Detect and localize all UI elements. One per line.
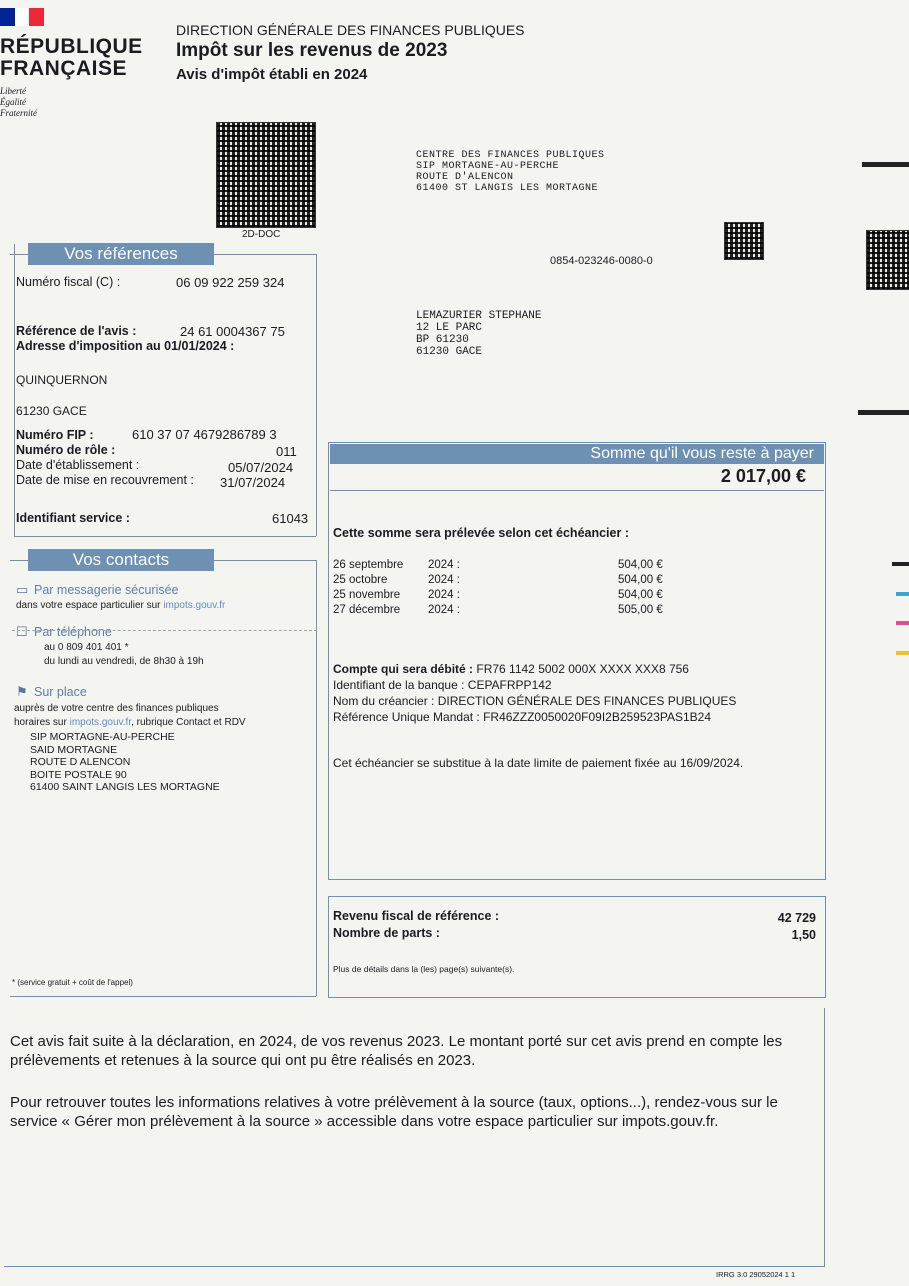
contacts-right-rule	[316, 560, 318, 996]
surplace-line-2	[14, 716, 246, 729]
creancier: Nom du créancier : DIRECTION GÉNÉRALE DES FINANCES PUBLIQUES	[333, 694, 737, 708]
recipient-line: BP 61230	[416, 334, 469, 346]
recipient-line: 61230 GACE	[416, 346, 483, 358]
fip-label	[16, 428, 94, 442]
schedule-year: 2024 :	[428, 589, 460, 601]
office-line: SIP MORTAGNE-AU-PERCHE	[30, 731, 175, 743]
rfr-label: Revenu fiscal de référence :	[333, 909, 500, 923]
fold-crease	[12, 630, 317, 631]
fip-value: 610 37 07 4679286789 3	[132, 427, 277, 442]
parts-value: 1,50	[791, 928, 816, 942]
info-paragraph-2: Pour retrouver toutes les informations relatives à votre prélèvement à la source (taux, options...), rendez-vous sur le service « Gérer mon prélèvement à la source » accessible dans votre espace particulier sur impots.gouv.fr.	[10, 1094, 778, 1130]
surplace-heading	[16, 684, 87, 700]
centre-line: CENTRE DES FINANCES PUBLIQUES	[416, 150, 605, 161]
schedule-amount-2: 504,00 €	[618, 574, 663, 586]
references-title: Vos références	[28, 243, 214, 265]
contacts-title: Vos contacts	[28, 549, 214, 571]
etablissement-label: Date d'établissement :	[16, 458, 140, 472]
telephone-hours: du lundi au vendredi, de 8h30 à 19h	[44, 656, 204, 667]
label-text: Adresse d'imposition au 01/01/2024 :	[16, 339, 235, 353]
surplace-line-1: auprès de votre centre des finances publiques	[14, 703, 219, 714]
schedule-row-4	[333, 604, 460, 617]
centre-line: SIP MORTAGNE-AU-PERCHE	[416, 161, 560, 172]
schedule-row-1	[333, 559, 460, 572]
surplace-title: Sur place	[34, 685, 87, 699]
schedule-date: 26 septembre	[333, 559, 404, 571]
office-line: ROUTE D ALENCON	[30, 756, 131, 768]
phone-icon: ☐	[16, 624, 28, 639]
role-value: 011	[276, 444, 297, 459]
motto-fraternite: Fraternité	[0, 108, 37, 118]
motto-liberte: Liberté	[0, 86, 26, 96]
office-line: BOITE POSTALE 90	[30, 768, 127, 781]
recouvrement-label: Date de mise en recouvrement :	[16, 473, 194, 487]
registration-mark-top	[862, 162, 909, 167]
numero-fiscal-value: 06 09 922 259 324	[176, 275, 285, 290]
schedule-amount-3: 504,00 €	[618, 589, 663, 601]
compte-value: FR76 1142 5002 000X XXXX XXX8 756	[476, 662, 689, 676]
color-mark-black	[892, 562, 909, 566]
office-line: 61400 SAINT LANGIS LES MORTAGNE	[30, 781, 220, 793]
schedule-row-3	[333, 589, 460, 602]
role-label	[16, 443, 115, 457]
schedule-note: Cet échéancier se substitue à la date limite de paiement fixée au 16/09/2024.	[333, 756, 744, 770]
banque-id: Identifiant de la banque : CEPAFRPP142	[333, 678, 552, 692]
schedule-year: 2024 :	[428, 559, 460, 571]
schedule-amount-4: 505,00 €	[618, 604, 663, 616]
parts-label: Nombre de parts :	[333, 926, 440, 940]
adresse-line-2: 61230 GACE	[16, 404, 87, 418]
surplace-text: , rubrique Contact et RDV	[131, 717, 246, 728]
compte-debite	[333, 662, 689, 676]
adresse-label	[16, 339, 234, 353]
rfr-value: 42 729	[777, 911, 816, 925]
references-bottom-rule	[14, 536, 316, 537]
computer-icon: ▭	[16, 582, 29, 597]
document-title: Impôt sur les revenus de 2023	[176, 40, 448, 61]
document-subtitle: Avis d'impôt établi en 2024	[176, 66, 368, 83]
document-reference: 0854-023246-0080-0	[550, 255, 653, 267]
datamatrix-code	[724, 222, 764, 260]
2d-doc-barcode	[216, 122, 316, 228]
rum: Référence Unique Mandat : FR46ZZZ0050020F09I2B259523PAS1B24	[333, 710, 712, 724]
tax-centre-address	[416, 150, 605, 194]
motto-egalite: Égalité	[0, 97, 26, 107]
telephone-heading	[16, 624, 112, 640]
2d-doc-label: 2D-DOC	[242, 229, 281, 240]
info-paragraph-1: Cet avis fait suite à la déclaration, en 2024, de vos revenus 2023. Le montant porté sur cet avis prend en compte les prélèvements et retenues à la source qui ont pu être réalisés en 2023.	[10, 1033, 783, 1069]
schedule-date: 27 décembre	[333, 604, 401, 616]
recipient-line: 12 LE PARC	[416, 322, 483, 334]
references-right-rule	[316, 254, 318, 536]
schedule-year: 2024 :	[428, 574, 460, 586]
messagerie-title: Par messagerie sécurisée	[34, 583, 179, 597]
recipient-name: LEMAZURIER STEPHANE	[416, 310, 542, 322]
payment-box	[328, 442, 826, 880]
schedule-intro: Cette somme sera prélevée selon cet échéancier :	[333, 526, 629, 540]
republic-name	[0, 36, 143, 80]
payment-amount: 2 017,00 €	[720, 466, 806, 486]
payment-header: Somme qu'il vous reste à payer	[330, 444, 824, 464]
schedule-amount-1: 504,00 €	[618, 559, 663, 571]
french-flag	[0, 8, 44, 26]
republic-line-2: FRANÇAISE	[0, 57, 128, 80]
adresse-line-1: QUINQUERNON	[16, 373, 108, 387]
republic-line-1: RÉPUBLIQUE	[0, 35, 143, 58]
color-mark-yellow	[896, 651, 909, 655]
compte-label: Compte qui sera débité :	[333, 662, 474, 676]
label-text: Identifiant service :	[16, 511, 130, 525]
messagerie-text	[16, 599, 225, 612]
recouvrement-value: 31/07/2024	[220, 475, 286, 490]
contacts-bottom-rule	[10, 996, 316, 997]
registration-mark-mid	[858, 410, 909, 415]
edge-datamatrix-code	[866, 230, 909, 290]
numero-fiscal-label	[16, 275, 120, 289]
label-text: Numéro de rôle :	[16, 443, 116, 457]
impots-link[interactable]: impots.gouv.fr	[163, 600, 226, 611]
ref-avis-value: 24 61 0004367 75	[180, 324, 285, 339]
dgfip-heading: DIRECTION GÉNÉRALE DES FINANCES PUBLIQUES	[176, 22, 525, 38]
centre-line: ROUTE D'ALENCON	[416, 172, 514, 183]
amount-rule	[330, 490, 824, 491]
footer-code: IRRG 3.0 29052024 1 1	[716, 1270, 796, 1279]
surplace-text: horaires sur	[14, 717, 67, 728]
schedule-year: 2024 :	[428, 604, 460, 616]
building-icon: ⚑	[16, 684, 28, 699]
color-mark-magenta	[896, 621, 909, 625]
service-label	[16, 511, 130, 525]
telephone-number: au 0 809 401 401 *	[44, 642, 129, 653]
messagerie-line: dans votre espace particulier sur	[16, 600, 161, 611]
impots-link[interactable]: impots.gouv.fr	[69, 717, 132, 728]
ref-avis-label	[16, 324, 136, 338]
label-text: Référence de l'avis :	[16, 324, 137, 338]
office-line: SAID MORTAGNE	[30, 743, 118, 756]
service-value: 61043	[272, 511, 309, 526]
messagerie-heading	[16, 582, 179, 598]
local-office-address	[30, 731, 220, 794]
republic-motto	[0, 86, 37, 119]
centre-line: 61400 ST LANGIS LES MORTAGNE	[416, 183, 599, 194]
recipient-address	[416, 310, 541, 358]
schedule-date: 25 novembre	[333, 589, 401, 601]
label-text: Numéro FIP :	[16, 428, 94, 442]
label-text: Numéro fiscal (C) :	[16, 275, 121, 289]
schedule-row-2	[333, 574, 460, 587]
telephone-title: Par téléphone	[34, 625, 112, 639]
more-details: Plus de détails dans la (les) page(s) suivante(s).	[333, 964, 515, 974]
schedule-date: 25 octobre	[333, 574, 388, 586]
service-footnote: * (service gratuit + coût de l'appel)	[12, 978, 133, 987]
color-mark-cyan	[896, 592, 909, 596]
etablissement-value: 05/07/2024	[228, 460, 294, 475]
